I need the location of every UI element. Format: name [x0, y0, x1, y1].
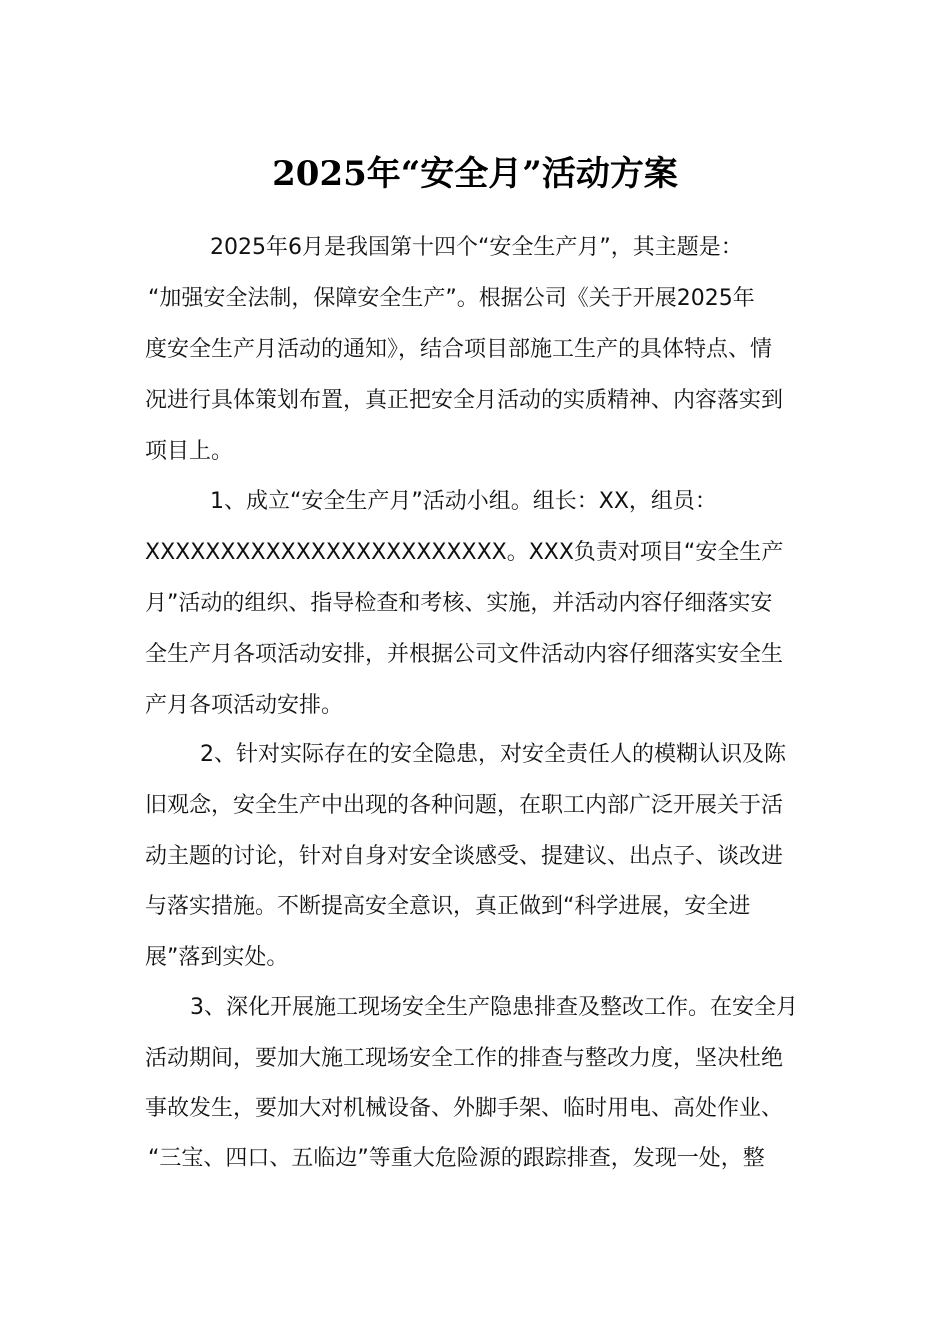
paragraph-line: XXXXXXXXXXXXXXXXXXXXXXXX。XXX负责对项目“安全生产 — [145, 540, 784, 565]
paragraph-line: 旧观念，安全生产中出现的各种问题，在职工内部广泛开展关于活 — [145, 793, 784, 818]
paragraph-line: 展”落到实处。 — [145, 945, 289, 970]
document-title: 2025年“安全月”活动方案 — [272, 154, 678, 194]
paragraph-line: 月”活动的组织、指导检查和考核、实施，并活动内容仔细落实安 — [145, 591, 773, 616]
paragraph-line: 全生产月各项活动安排，并根据公司文件活动内容仔细落实安全生 — [145, 642, 784, 667]
paragraph-line: 产月各项活动安排。 — [145, 693, 344, 718]
paragraph-line: 3、深化开展施工现场安全生产隐患排查及整改工作。在安全月 — [190, 995, 798, 1020]
paragraph-line: “三宝、四口、五临边”等重大危险源的跟踪排查，发现一处，整 — [148, 1146, 765, 1171]
paragraph-line: 活动期间，要加大施工现场安全工作的排查与整改力度，坚决杜绝 — [145, 1046, 784, 1071]
paragraph-line: 度安全生产月活动的通知》，结合项目部施工生产的具体特点、情 — [145, 337, 773, 362]
paragraph-line: 动主题的讨论，针对自身对安全谈感受、提建议、出点子、谈改进 — [145, 844, 784, 869]
paragraph-line: 2、针对实际存在的安全隐患，对安全责任人的模糊认识及陈 — [200, 742, 786, 767]
paragraph-line: 事故发生，要加大对机械设备、外脚手架、临时用电、高处作业、 — [145, 1096, 784, 1121]
paragraph-line: 项目上。 — [145, 439, 234, 464]
paragraph-line: 况进行具体策划布置，真正把安全月活动的实质精神、内容落实到 — [145, 388, 784, 413]
paragraph-line: 与落实措施。不断提高安全意识，真正做到“科学进展，安全进 — [145, 894, 751, 919]
paragraph-line: 1、成立“安全生产月”活动小组。组长：XX，组员： — [210, 489, 717, 514]
paragraph-line: 2025年6月是我国第十四个“安全生产月”，其主题是： — [210, 235, 743, 260]
paragraph-line: “加强安全法制，保障安全生产”。根据公司《关于开展2025年 — [148, 286, 755, 311]
